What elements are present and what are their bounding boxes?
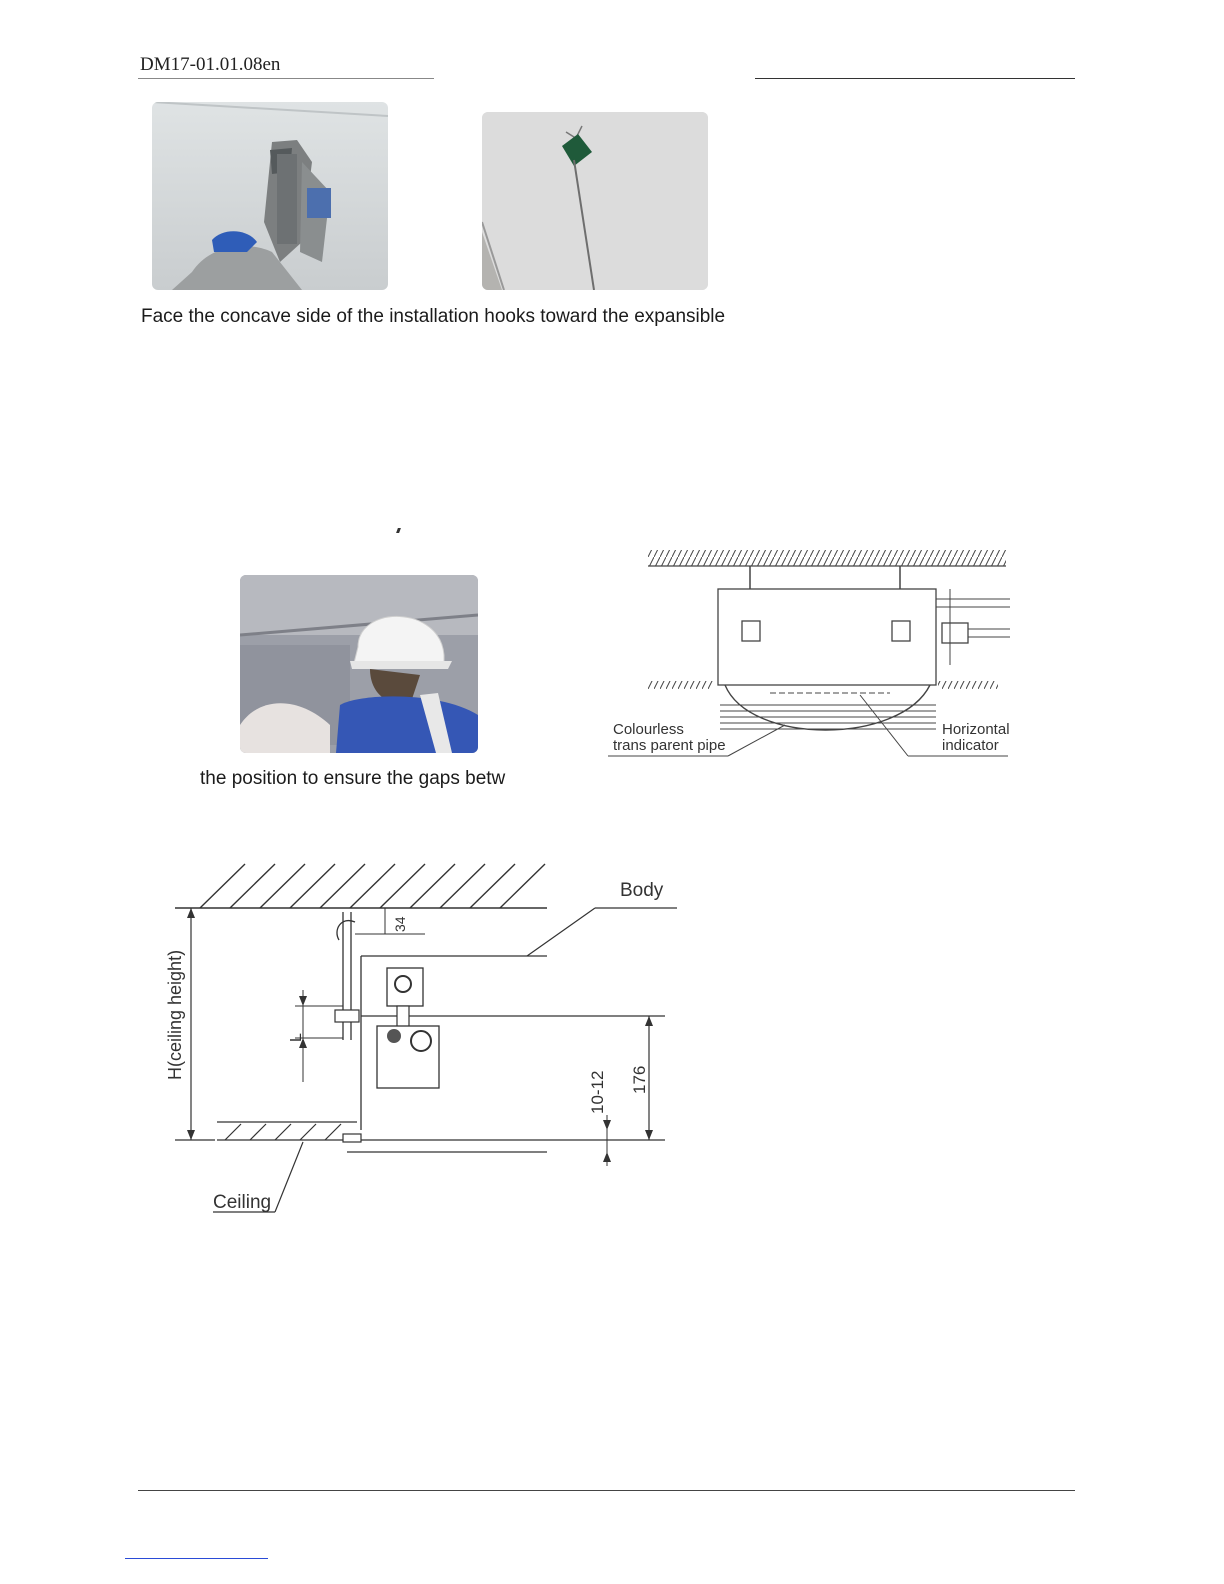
label-ceiling: Ceiling [213, 1192, 272, 1213]
label-pipe-line1: Colourless [613, 721, 684, 738]
label-indicator-line2: indicator [942, 737, 999, 754]
label-pipe-line2: trans parent pipe [613, 737, 726, 754]
photo-installed-hook [482, 112, 708, 290]
level-check-diagram [600, 545, 1020, 770]
photo-worker-helmet [240, 575, 478, 753]
hook-instruction-text: Face the concave side of the installation hooks toward the expansible [141, 306, 726, 327]
dim-10-12: 10-12 [588, 1070, 607, 1114]
dim-34: 34 [392, 916, 408, 932]
label-indicator-line1: Horizontal [942, 721, 1010, 738]
label-body: Body [620, 880, 664, 901]
cropped-text-line [141, 334, 661, 337]
document-id: DM17-01.01.08en [140, 54, 281, 75]
footer-rule [138, 1490, 1075, 1491]
dim-176: 176 [630, 1065, 649, 1094]
photo-drilling-ceiling [152, 102, 388, 290]
footer-link-underline[interactable] [125, 1558, 268, 1559]
label-ceiling-height: H(ceiling height) [165, 949, 185, 1080]
header-rule-right [755, 78, 1075, 79]
stray-mark [396, 528, 401, 533]
header-rule-left [138, 78, 434, 79]
dim-l: L [288, 1033, 305, 1042]
gap-instruction-text: the position to ensure the gaps betw [200, 768, 506, 789]
ceiling-section-diagram [155, 860, 695, 1220]
